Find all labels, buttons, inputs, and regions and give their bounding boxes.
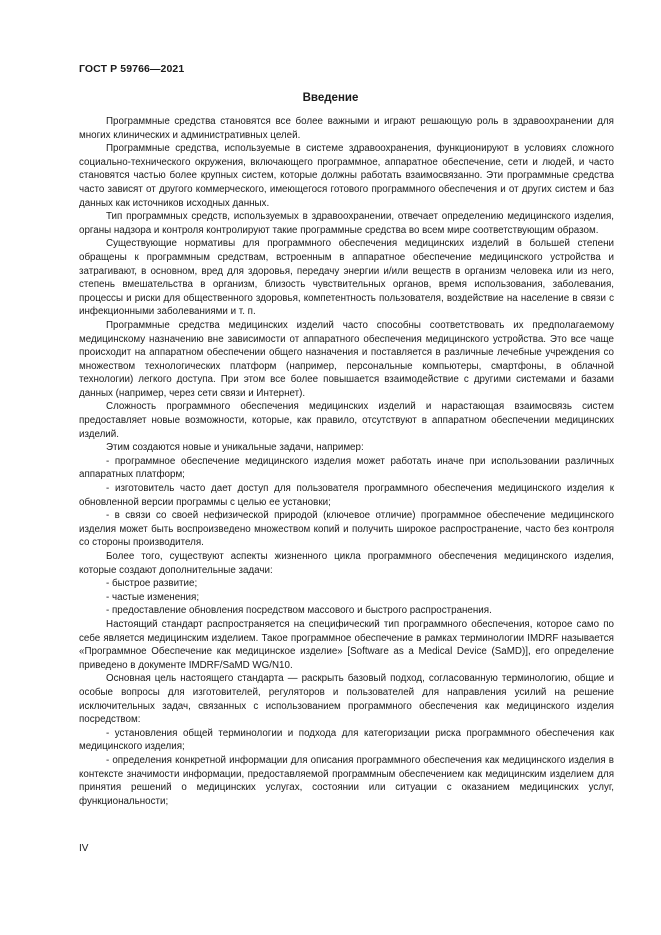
paragraph: Более того, существуют аспекты жизненного цикла программного обеспечения медицинского изделия, которые создают дополнительные задачи: — [79, 551, 614, 576]
standard-id: ГОСТ Р 59766—2021 — [79, 63, 185, 75]
paragraph: Основная цель настоящего стандарта — раскрыть базовый подход, согласованную терминологию, общие и особые вопросы для изготовителей, регуляторов и пользователей для направления усилий на решение исключительных задач, связанных с использованием программного обеспечения как медицинского изделия посредством: — [79, 673, 614, 726]
paragraph: Программные средства, используемые в системе здравоохранения, функционируют в условиях сложного социально-технического окружения, включающего программное, аппаратное обеспечение, сети и людей, и часто становятся частью более крупных систем, которые должны работать взаимосвязанно. Эти программные средства часто зависят от другого коммерческого, имеющегося готового программного обеспечения и от других систем и баз данных как источников исходных данных. — [79, 143, 614, 209]
list-item: - быстрое развитие; — [106, 578, 198, 590]
list-item: - частые изменения; — [106, 591, 200, 603]
document-body — [79, 115, 614, 808]
paragraph: Существующие нормативы для программного обеспечения медицинских изделий в большей степени обращены к программным средствам, встроенным в аппаратное обеспечение медицинского устройства и затрагивают, в основном, вред для здоровья, передачу энергии и/или веществ в организм человека или из него, степень вмешательства в организм, близость чувствительных органов, время использования, заболевания, процессы и риски для общественного здоровья, компетентность пользователя, воздействие на население в связи с инфекционными заболеваниями и т. п. — [79, 238, 614, 318]
list-item: - предоставление обновления посредством массового и быстрого распространения. — [106, 605, 492, 617]
paragraph: Сложность программного обеспечения медицинских изделий и нарастающая взаимосвязь систем предоставляет новые возможности, которые, как правило, отсутствуют в аппаратном обеспечении медицинских изделий. — [79, 401, 614, 440]
paragraph: Программные средства становятся все более важными и играют решающую роль в здравоохранении для многих клинических и административных целей. — [79, 116, 614, 141]
paragraph: Тип программных средств, используемых в здравоохранении, отвечает определению медицинского изделия, органы надзора и контроля контролируют такие программные средства во всем мире соответствующим образом. — [79, 211, 614, 236]
list-item: - изготовитель часто дает доступ для пользователя программного обеспечения медицинского изделия к обновленной версии программы с целью ее установки; — [79, 483, 614, 508]
list-item: - определения конкретной информации для описания программного обеспечения как медицинского изделия в контексте значимости информации, предоставляемой программным обеспечением как медицинским изделием для принятия решений о медицинских услугах, состоянии или ситуации с оказанием медицинских услуг, функциональности; — [79, 754, 614, 807]
paragraph: Настоящий стандарт распространяется на специфический тип программного обеспечения, которое само по себе является медицинским изделием. Такое программное обеспечение в рамках терминологии IMDRF называется «Программное Обеспечение как медицинское изделие» [Software as a Medical Device (SaMD)], его определение приведено в документе IMDRF/SaMD WG/N10. — [79, 618, 614, 671]
paragraph: Этим создаются новые и уникальные задачи, например: — [106, 442, 364, 454]
list-item: - установления общей терминологии и подхода для категоризации риска программного обеспечения как медицинского изделия; — [79, 727, 614, 753]
section-title: Введение — [302, 92, 359, 104]
list-item: - в связи со своей нефизической природой (ключевое отличие) программное обеспечение медицинского изделия может быть воспроизведено множеством копий и получить широкое распространение, часто без контроля со стороны производителя. — [79, 510, 614, 549]
list-item: - программное обеспечение медицинского изделия может работать иначе при использовании различных аппаратных платформ; — [79, 455, 614, 481]
page-number: IV — [79, 843, 89, 854]
paragraph: Программные средства медицинских изделий часто способны соответствовать их предполагаемому медицинскому назначению вне зависимости от аппаратного обеспечения медицинского устройства. Это все чаще происходит на аппаратном обеспечении общего назначения и поставляется в различные лечебные учреждения со множеством технологических платформ (например, персональные компьютеры, смартфоны, в облачной технологии) легкого доступа. При этом все более повышается взаимодействие с другими системами и базами данных (например, через сети связи и Интернет). — [79, 319, 614, 399]
